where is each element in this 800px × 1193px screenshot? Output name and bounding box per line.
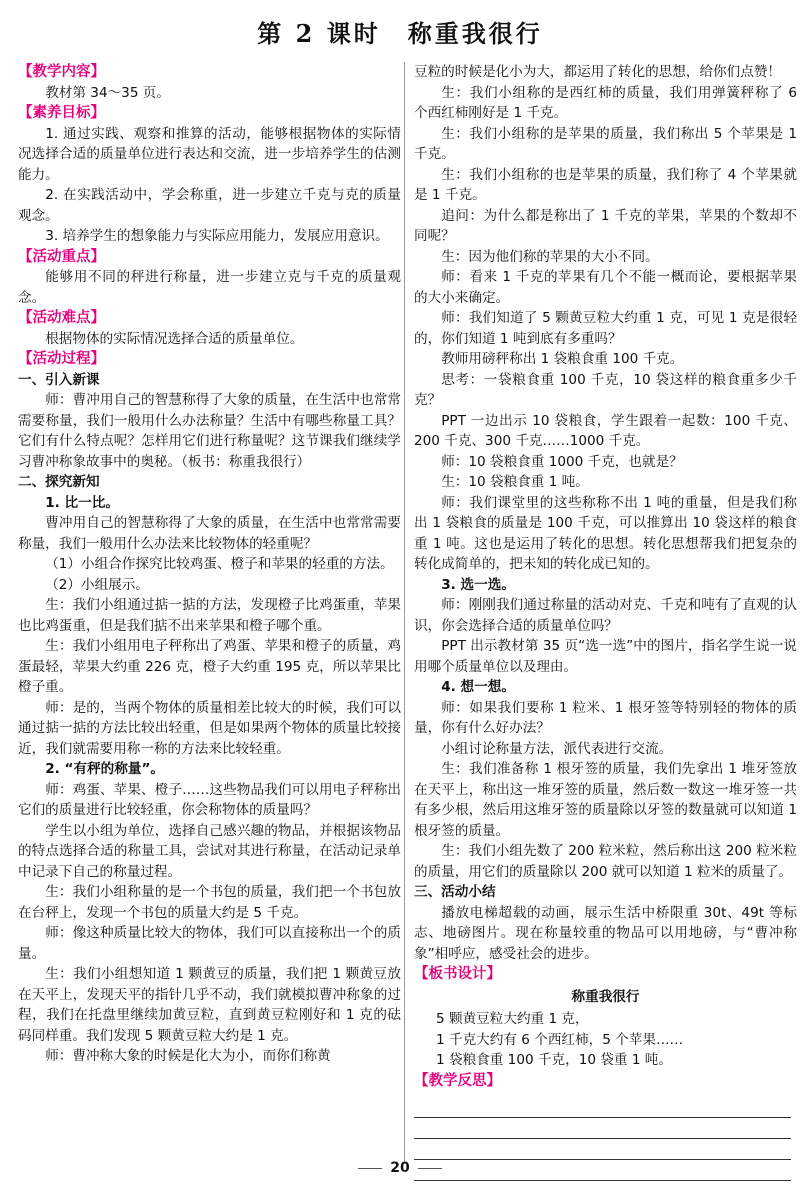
right-column [414,62,797,1181]
section-heading-process: 【活动过程】 [18,351,105,367]
paragraph: 生：我们准备称 1 根牙签的质量，我们先拿出 1 堆牙签放在天平上，称出这一堆牙签的质量，然后数一数这一堆牙签一共有多少根，然后用这堆牙签的质量除以牙签的数量就可以知道 1 根牙签的质量。 [414,761,797,839]
difficulty-text: 根据物体的实际情况选择合适的质量单位。 [45,330,304,347]
paragraph: 师：10 袋粮食重 1000 千克，也就是？ [441,453,683,470]
page-number [0,1160,800,1176]
paragraph: （1）小组合作探究比较鸡蛋、橙子和苹果的轻重的方法。 [45,556,394,572]
column-divider [404,62,405,1162]
board-line: 1 袋粮食重 100 千克，10 袋重 1 吨。 [436,1052,672,1068]
goal-3: 3. 培养学生的想象能力与实际应用能力，发展应用意识。 [45,228,389,244]
board-line: 1 千克大约有 6 个西红柿，5 个苹果…… [436,1031,684,1048]
left-column [18,62,401,1067]
section-heading-board: 【板书设计】 [414,966,501,982]
section-heading-reflection: 【教学反思】 [414,1072,501,1089]
section-heading-difficulty: 【活动难点】 [18,310,105,326]
goal-2: 2. 在实践活动中，学会称重，进一步建立千克与克的质量观念。 [18,187,401,224]
paragraph: 师：刚刚我们通过称量的活动对克、千克和吨有了直观的认识，你会选择合适的质量单位吗？ [414,597,797,634]
step-3-title: 3. 选一选。 [441,576,515,593]
paragraph: 生：我们小组想知道 1 颗黄豆的质量，我们把 1 颗黄豆放在天平上，发现天平的指针几乎不动，我们就模拟曹冲称象的过程，我们在托盘里继续加黄豆粒，直到黄豆粒刚好和 1 克的砝码同样重。我们发现 5 颗黄豆粒大约是 1 克。 [18,966,401,1044]
paragraph: 生：我们小组称的是苹果的质量，我们称出 5 个苹果是 1 千克。 [414,125,797,162]
section-heading-focus: 【活动重点】 [18,248,105,265]
writing-line [414,1118,791,1139]
heading-explore: 二、探究新知 [18,474,100,490]
page-number-text: 20 [390,1160,410,1176]
writing-line [414,1097,791,1118]
section-heading-content: 【教学内容】 [18,64,105,80]
paragraph: 师：曹冲称大象的时候是化大为小，而你们称黄 [45,1048,331,1064]
paragraph: 师：看来 1 千克的苹果有几个不能一概而论，要根据苹果的大小来确定。 [414,269,797,306]
content-text: 教材第 34～35 页。 [45,84,170,101]
paragraph: 小组讨论称量方法，派代表进行交流。 [441,740,673,757]
paragraph: PPT 出示教材第 35 页“选一选”中的图片，指名学生说一说用哪个质量单位以及理由。 [414,638,797,675]
page-number-dash [418,1168,442,1169]
paragraph: 师：鸡蛋、苹果、橙子……这些物品我们可以用电子秤称出它们的质量进行比较轻重，你会称物体的质量吗？ [18,781,401,818]
focus-text: 能够用不同的秤进行称量，进一步建立克与千克的质量观念。 [18,269,401,306]
paragraph: 生：我们小组用电子秤称出了鸡蛋、苹果和橙子的质量，鸡蛋最轻，苹果大约重 226 克，橙子大约重 195 克，所以苹果比橙子重。 [18,638,401,695]
paragraph: （2）小组展示。 [45,576,149,593]
page-number-dash [358,1168,382,1169]
paragraph: PPT 一边出示 10 袋粮食，学生跟着一起数：100 千克、200 千克、300 千克……1000 千克。 [414,412,797,449]
paragraph: 曹冲用自己的智慧称得了大象的质量，在生活中也常常需要称量，我们一般用什么办法来比较物体的轻重呢？ [18,515,401,552]
paragraph: 生：我们小组通过掂一掂的方法，发现橙子比鸡蛋重，苹果也比鸡蛋重，但是我们掂不出来苹果和橙子哪个重。 [18,597,401,634]
paragraph: 生：10 袋粮食重 1 吨。 [441,474,589,490]
step-1-title: 1. 比一比。 [45,494,119,511]
step-2-title: 2. “有秤的称量”。 [45,761,164,777]
paragraph: 师：我们知道了 5 颗黄豆粒大约重 1 克，可见 1 克是很轻的，你们知道 1 吨到底有多重吗？ [414,310,797,347]
paragraph: 豆粒的时候是化小为大，都运用了转化的思想，给你们点赞！ [414,64,782,80]
paragraph: 生：我们小组称的是西红柿的质量，我们用弹簧秤称了 6 个西红柿刚好是 1 千克。 [414,84,797,121]
step-4-title: 4. 想一想。 [441,679,515,695]
writing-line [414,1139,791,1160]
paragraph: 师：如果我们要称 1 粒米、1 根牙签等特别轻的物体的质量，你有什么好办法？ [414,699,797,736]
section-heading-goals: 【素养目标】 [18,105,105,121]
paragraph: 生：我们小组称的也是苹果的质量，我们称了 4 个苹果就是 1 千克。 [414,166,797,203]
paragraph: 追问：为什么都是称出了 1 千克的苹果，苹果的个数却不同呢？ [414,207,797,244]
intro-text: 师：曹冲用自己的智慧称得了大象的质量，在生活中也常常需要称量，我们一般用什么办法称量？生活中有哪些称量工具？它们有什么特点呢？怎样用它们进行称量呢？这节课我们继续学习曹冲称象故事中的奥秘。（板书：称重我很行） [18,392,401,470]
board-title: 称重我很行 [571,988,640,1005]
paragraph: 思考：一袋粮食重 100 千克，10 袋这样的粮食重多少千克？ [414,371,797,408]
summary-text: 播放电梯超载的动画，展示生活中桥限重 30t、49t 等标志、地磅图片。现在称量较重的物品可以用地磅，与“曹冲称象”相呼应，感受社会的进步。 [414,904,797,962]
paragraph: 师：像这种质量比较大的物体，我们可以直接称出一个的质量。 [18,925,401,962]
paragraph: 生：我们小组先数了 200 粒米粒，然后称出这 200 粒米粒的质量，用它们的质量除以 200 就可以知道 1 粒米的质量了。 [414,843,797,880]
page-title: 第 2 课时 称重我很行 [257,19,543,48]
paragraph: 师：我们课堂里的这些称称不出 1 吨的重量，但是我们称出 1 袋粮食的质量是 100 千克，可以推算出 10 袋这样的粮食重 1 吨。这也是运用了转化的思想。转化思想帮我们把复杂的转化成简单的，把未知的转化成已知的。 [414,494,797,572]
paragraph: 生：我们小组称量的是一个书包的质量，我们把一个书包放在台秤上，发现一个书包的质量大约是 5 千克。 [18,884,401,921]
paragraph: 生：因为他们称的苹果的大小不同。 [441,248,659,265]
goal-1: 1. 通过实践、观察和推算的活动，能够根据物体的实际情况选择合适的质量单位进行表达和交流，进一步培养学生的估测能力。 [18,125,401,183]
paragraph: 教师用磅秤称出 1 袋粮食重 100 千克。 [441,351,684,367]
paragraph: 学生以小组为单位，选择自己感兴趣的物品，并根据该物品的特点选择合适的称量工具，尝试对其进行称量，在活动记录单中记录下自己的称量过程。 [18,822,401,880]
heading-summary: 三、活动小结 [414,884,496,900]
heading-intro: 一、引入新课 [18,371,100,388]
paragraph: 师：是的，当两个物体的质量相差比较大的时候，我们可以通过掂一掂的方法比较出轻重，但是如果两个物体的质量比较接近，我们就需要用称一称的方法来比较轻重。 [18,699,401,757]
board-line: 5 颗黄豆粒大约重 1 克， [436,1011,589,1027]
